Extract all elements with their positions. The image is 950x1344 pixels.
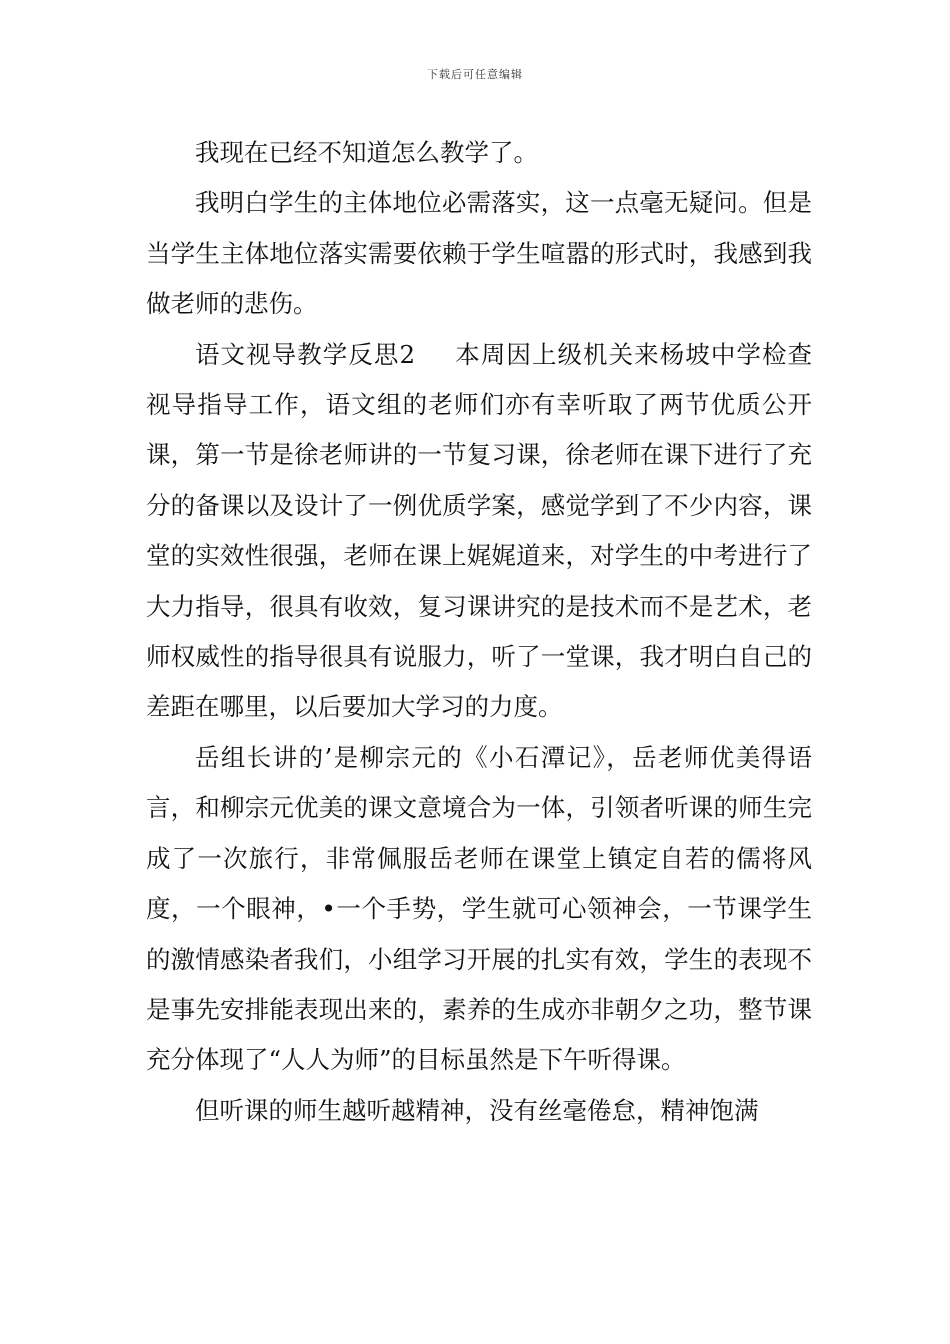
paragraph-4: 岳组长讲的’是柳宗元的《小石潭记》，岳老师优美得语言，和柳宗元优美的课文意境合为一体，引领者听课的师生完成了一次旅行，非常佩服岳老师在课堂上镇定自若的儒将风度，一个眼神，•一个手势，学生就可心领神会，一节课学生的激情感染者我们，小组学习开展的扎实有效，学生的表现不是事先安排能表现出来的，素养的生成亦非朝夕之功，整节课充分体现了“人人为师”的目标虽然是下午听得课。	[146, 742, 812, 1075]
paragraph-1: 我现在已经不知道怎么教学了。	[195, 138, 538, 167]
section-title: 语文视导教学反思2	[195, 339, 416, 369]
paragraph-2: 我明白学生的主体地位必需落实，这一点毫无疑问。但是当学生主体地位落实需要依赖于学生喧嚣的形式时，我感到我做老师的悲伤。	[146, 188, 812, 319]
paragraph-3	[146, 330, 812, 733]
paragraph-3-text: 本周因上级机关来杨坡中学检查视导指导工作，语文组的老师们亦有幸听取了两节优质公开课，第一节是徐老师讲的一节复习课，徐老师在课下进行了充分的备课以及设计了一例优质学案，感觉学到了不少内容，课堂的实效性很强，老师在课上娓娓道来，对学生的中考进行了大力指导，很具有收效，复习课讲究的是技术而不是艺术，老师权威性的指导很具有说服力，听了一堂课，我才明白自己的差距在哪里，以后要加大学习的力度。	[146, 339, 812, 722]
page-header: 下载后可任意编辑	[427, 68, 523, 81]
document-body	[146, 128, 812, 1136]
paragraph-5: 但听课的师生越听越精神，没有丝毫倦怠，精神饱满	[195, 1095, 759, 1125]
